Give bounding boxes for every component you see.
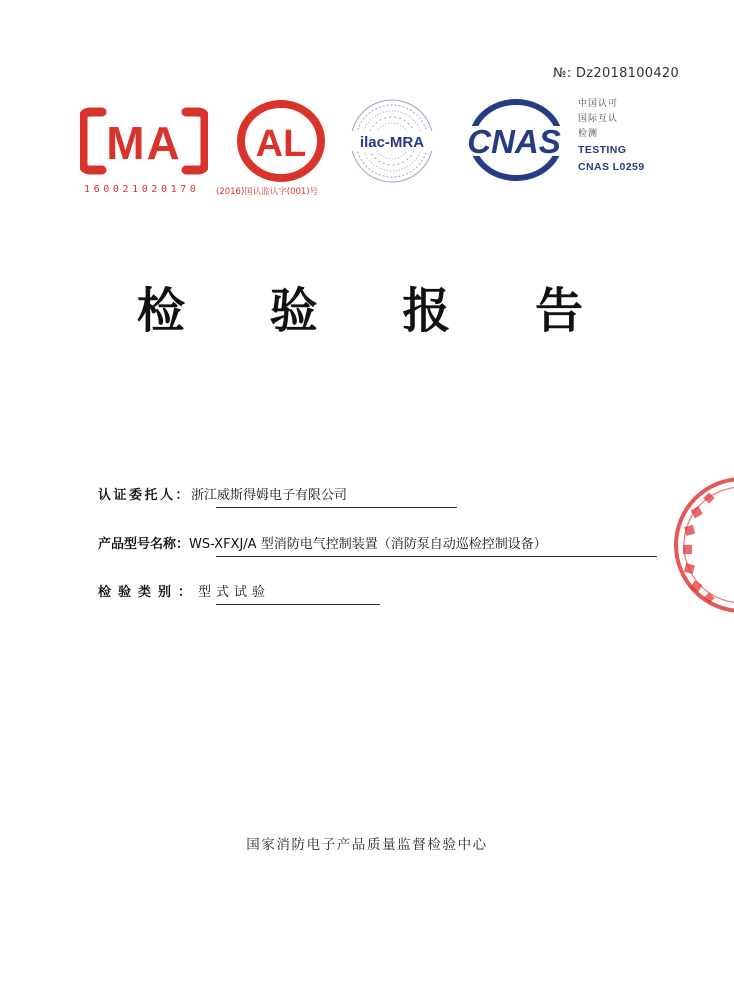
client-underline [216, 507, 457, 508]
category-field [98, 581, 270, 603]
official-seal-stamp [670, 470, 734, 624]
category-underline [216, 604, 380, 605]
cal-logo [236, 99, 326, 183]
cma-number: 160021020170 [84, 184, 200, 195]
cnas-side-line: 国际互认 [578, 114, 619, 124]
product-value: WS-XFXJ/A 型消防电气控制装置（消防泵自动巡检控制设备） [189, 537, 547, 552]
page-title: 检 验 报 告 [136, 283, 618, 339]
ilac-mra-text: ilac-MRA [359, 134, 425, 151]
cal-caption: (2016)国认监认字(001)号 [216, 187, 319, 197]
category-label: 检验类别： [98, 585, 199, 600]
client-field [98, 484, 347, 506]
client-value: 浙江威斯得姆电子有限公司 [191, 488, 348, 503]
cnas-lab-number: CNAS L0259 [578, 161, 645, 173]
cnas-side-line: 检测 [578, 129, 599, 139]
cma-logo-text: MA [106, 117, 182, 169]
product-label: 产品型号名称： [98, 537, 190, 552]
product-underline [216, 556, 657, 557]
cma-logo [80, 104, 208, 178]
cnas-logo [458, 99, 570, 181]
cnas-logo-text: CNAS [467, 123, 561, 160]
cnas-side-line: 中国认可 [578, 99, 619, 109]
category-value: 型式试验 [198, 585, 271, 600]
ilac-mra-logo [346, 96, 438, 186]
client-label: 认证委托人： [98, 488, 192, 503]
cal-logo-text: AL [255, 123, 307, 165]
cnas-testing-label: TESTING [578, 144, 627, 156]
cnas-side-text [578, 97, 688, 176]
issuing-organization: 国家消防电子产品质量监督检验中心 [246, 837, 488, 853]
report-number: №: Dz2018100420 [553, 66, 680, 81]
product-field [98, 533, 547, 555]
